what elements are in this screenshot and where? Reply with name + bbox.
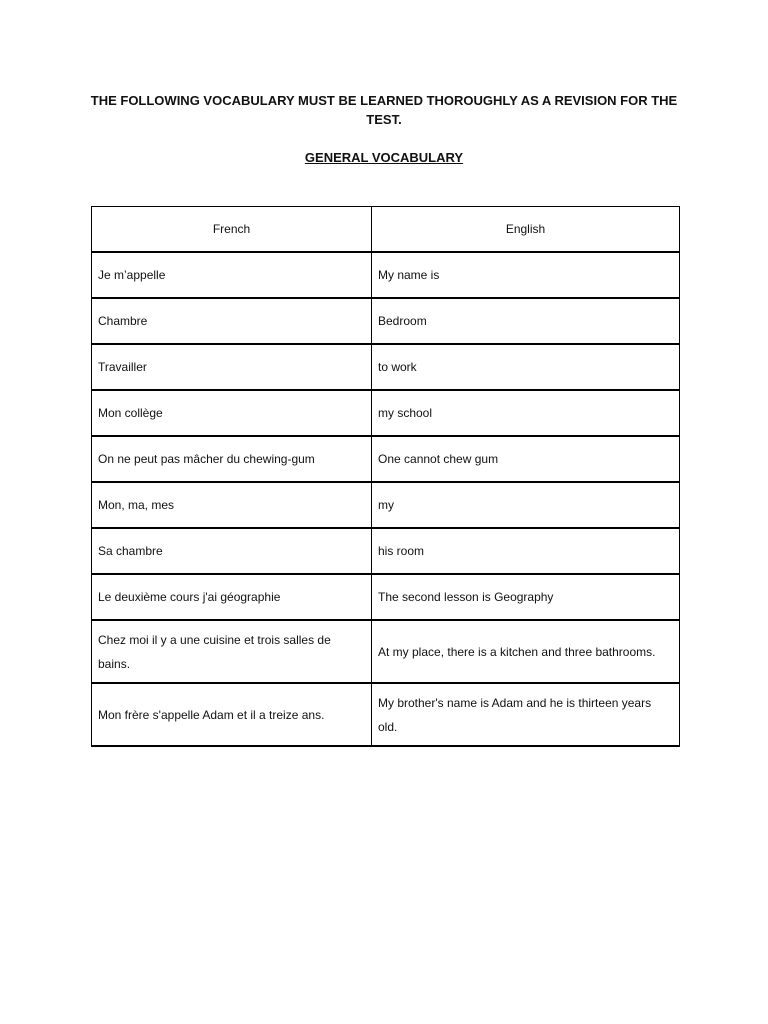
english-cell: my school <box>372 390 680 436</box>
french-cell: Chambre <box>92 298 372 344</box>
french-cell: Je m’appelle <box>92 252 372 298</box>
table-row <box>92 390 680 436</box>
english-cell: At my place, there is a kitchen and three bathrooms. <box>372 620 680 683</box>
french-cell: Le deuxième cours j'ai géographie <box>92 574 372 620</box>
english-cell: his room <box>372 528 680 574</box>
table-row <box>92 482 680 528</box>
section-title-text: GENERAL VOCABULARY <box>304 150 464 165</box>
section-title <box>0 148 768 167</box>
english-cell: One cannot chew gum <box>372 436 680 482</box>
french-cell: Mon, ma, mes <box>92 482 372 528</box>
english-cell: Bedroom <box>372 298 680 344</box>
table-row <box>92 574 680 620</box>
vocabulary-table <box>91 206 680 747</box>
table-header-row <box>92 207 680 253</box>
english-cell: My brother's name is Adam and he is thirteen years old. <box>372 683 680 746</box>
english-cell: The second lesson is Geography <box>372 574 680 620</box>
french-cell: On ne peut pas mâcher du chewing-gum <box>92 436 372 482</box>
english-cell: my <box>372 482 680 528</box>
french-cell: Chez moi il y a une cuisine et trois salles de bains. <box>92 620 372 683</box>
english-cell: to work <box>372 344 680 390</box>
french-cell: Mon collège <box>92 390 372 436</box>
column-header-french: French <box>92 207 372 253</box>
table-row <box>92 298 680 344</box>
column-header-english: English <box>372 207 680 253</box>
french-cell: Mon frère s'appelle Adam et il a treize ans. <box>92 683 372 746</box>
table-row <box>92 436 680 482</box>
table-row <box>92 683 680 746</box>
instruction-heading: THE FOLLOWING VOCABULARY MUST BE LEARNED THOROUGHLY AS A REVISION FOR THE TEST. <box>90 93 678 127</box>
table-row <box>92 344 680 390</box>
french-cell: Sa chambre <box>92 528 372 574</box>
french-cell: Travailler <box>92 344 372 390</box>
english-cell: My name is <box>372 252 680 298</box>
table-row <box>92 620 680 683</box>
table-row <box>92 528 680 574</box>
table-row <box>92 252 680 298</box>
